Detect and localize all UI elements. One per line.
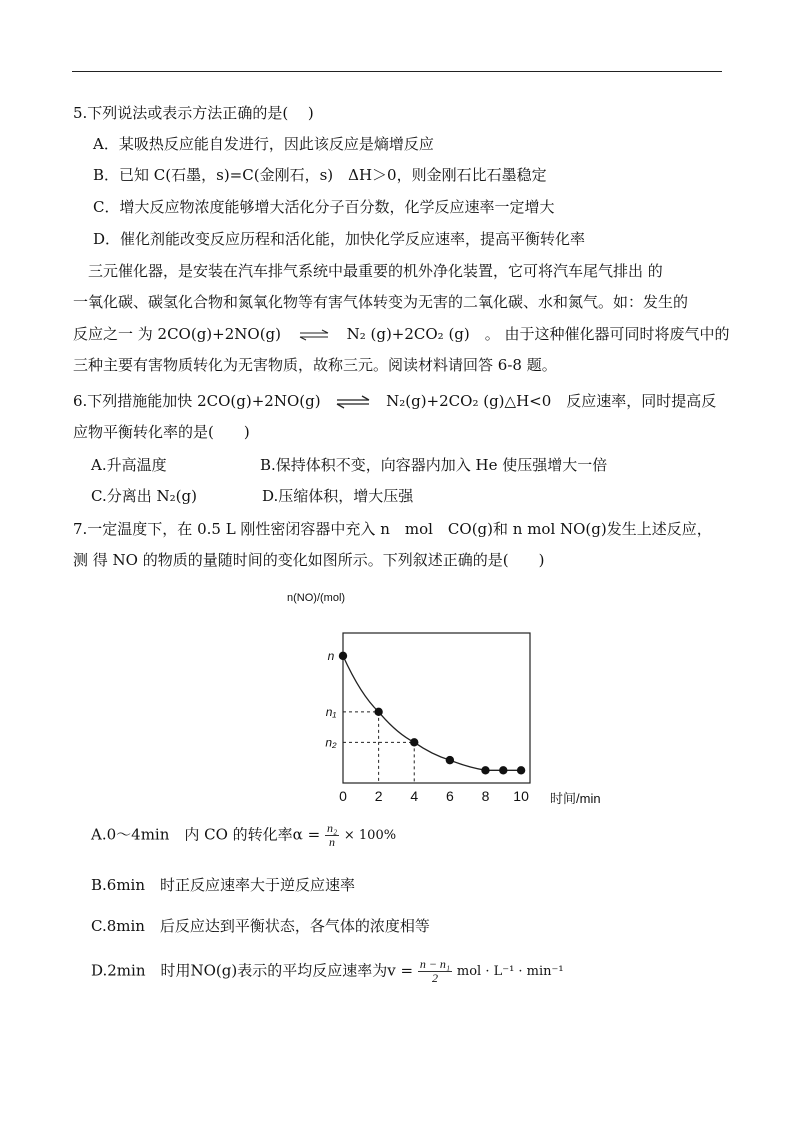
q7-option-d — [91, 958, 564, 985]
y-tick-label: n₂ — [325, 735, 337, 750]
q5-option-c: C．增大反应物浓度能够增大活化分子百分数，化学反应速率一定增大 — [93, 198, 555, 216]
header-rule — [72, 71, 722, 72]
y-tick-label: n₁ — [325, 704, 337, 719]
series-line — [343, 656, 521, 770]
q7-option-a — [91, 822, 396, 849]
q7-stem-line-1: 7.一定温度下，在 0.5 L 刚性密闭容器中充入 n mol CO(g)和 n mol NO(g)发生上述反应， — [73, 520, 712, 538]
material-line-2: 一氧化碳、碳氢化合物和氮氧化物等有害气体转变为无害的二氧化碳、水和氮气。如：发生的 — [73, 293, 689, 311]
y-axis-label: n(NO)/(mol) — [287, 592, 346, 604]
q7-option-a-fraction — [325, 822, 339, 849]
data-point — [481, 766, 489, 774]
q7-option-a-suffix: × 100% — [343, 827, 397, 843]
q6-stem-left: 6.下列措施能加快 2CO(g)+2NO(g) — [73, 392, 321, 410]
data-point — [374, 708, 382, 716]
reversible-arrow-icon — [292, 328, 336, 342]
data-point — [499, 766, 507, 774]
x-tick-label: 2 — [374, 788, 383, 804]
x-tick-label: 0 — [339, 788, 347, 804]
x-tick-label: 4 — [410, 788, 419, 804]
q7-option-d-text: D.2min 时用NO(g)表示的平均反应速率为v = — [91, 961, 414, 980]
data-point — [517, 766, 525, 774]
q6-option-a: A.升高温度 — [91, 456, 167, 474]
material-line-3-right: N₂ (g)+2CO₂ (g) 。 由于这种催化器可同时将废气中的 — [346, 325, 730, 343]
q7-option-d-fraction — [418, 958, 452, 985]
q5-option-d: D．催化剂能改变反应历程和活化能，加快化学反应速率，提高平衡转化率 — [93, 230, 586, 248]
x-tick-label: 6 — [445, 788, 454, 804]
q6-stem-line-2: 应物平衡转化率的是( ) — [73, 423, 250, 441]
y-tick-label: n — [327, 648, 335, 663]
q5-option-b: B．已知 C(石墨，s)=C(金刚石，s) ΔH＞0，则金刚石比石墨稳定 — [93, 166, 547, 184]
q7-option-a-numerator: n₂ — [326, 821, 338, 835]
q6-stem-right: N₂(g)+2CO₂ (g)△H<0 反应速率，同时提高反 — [386, 392, 717, 410]
x-tick-label: 8 — [481, 788, 490, 804]
material-line-1: 三元催化器，是安装在汽车排气系统中最重要的机外净化装置，它可将汽车尾气排出 的 — [73, 262, 663, 280]
data-point — [446, 756, 454, 764]
q7-option-b: B.6min 时正反应速率大于逆反应速率 — [91, 876, 356, 894]
no-amount-chart — [0, 585, 794, 815]
q6-option-c: C.分离出 N₂(g) — [91, 487, 197, 505]
material-line-4: 三种主要有害物质转化为无害物质，故称三元。阅读材料请回答 6-8 题。 — [73, 356, 557, 374]
q7-option-d-numerator: n − n₁ — [419, 957, 451, 971]
q5-option-a: A．某吸热反应能自发进行，因此该反应是熵增反应 — [93, 135, 434, 153]
equilibrium-arrow-icon — [331, 395, 375, 409]
q7-option-d-unit: mol · L⁻¹ · min⁻¹ — [456, 963, 564, 979]
data-point — [410, 738, 418, 746]
q7-option-c: C.8min 后反应达到平衡状态，各气体的浓度相等 — [91, 917, 430, 935]
plot-frame — [343, 633, 530, 783]
q7-option-a-text: A.0～4min 内 CO 的转化率α = — [91, 825, 321, 844]
x-axis-label: 时间/min — [550, 791, 601, 806]
q7-option-a-denominator: n — [329, 835, 336, 849]
material-line-3 — [73, 324, 730, 344]
data-point — [339, 652, 347, 660]
x-tick-label: 10 — [513, 788, 529, 804]
q6-stem — [73, 391, 716, 411]
q6-option-b: B.保持体积不变，向容器内加入 He 使压强增大一倍 — [260, 456, 608, 474]
material-line-3-left: 反应之一 为 2CO(g)+2NO(g) — [73, 325, 282, 343]
q7-stem-line-2: 测 得 NO 的物质的量随时间的变化如图所示。下列叙述正确的是( ) — [73, 551, 545, 569]
q6-option-d: D.压缩体积，增大压强 — [262, 487, 414, 505]
q5-stem: 5.下列说法或表示方法正确的是( ) — [73, 104, 314, 122]
q7-option-d-denominator: 2 — [431, 971, 438, 985]
